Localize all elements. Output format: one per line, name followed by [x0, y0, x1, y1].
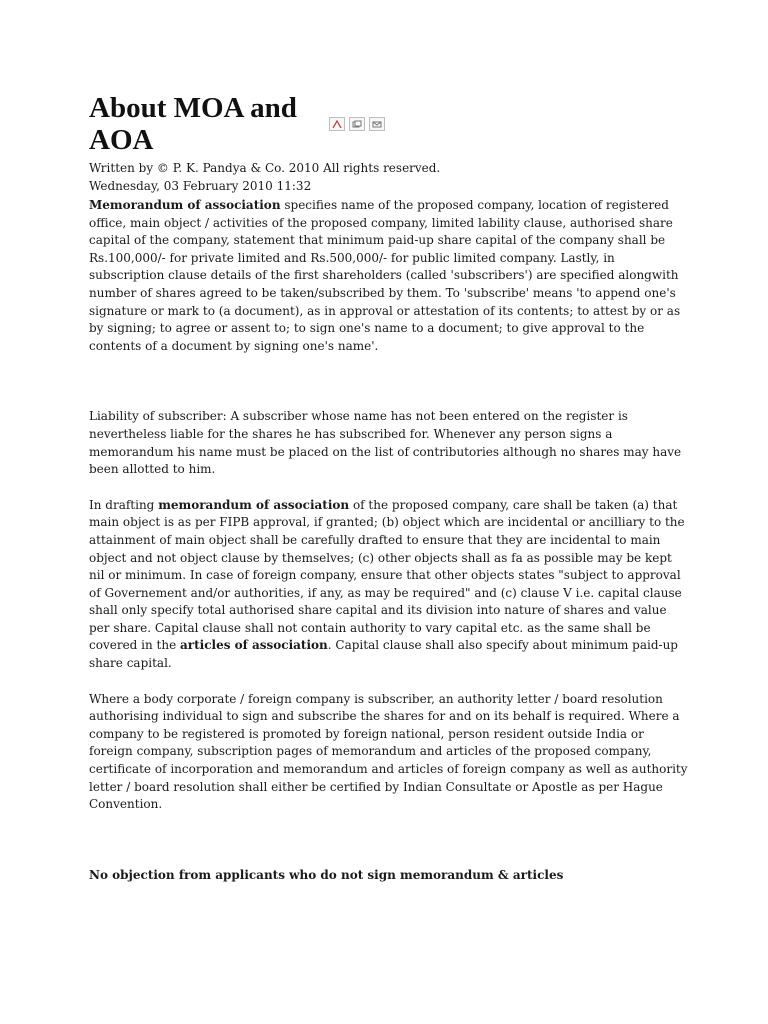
title-row [89, 92, 689, 156]
article [89, 92, 689, 884]
paragraph-text: of the proposed company, care shall be taken (a) that main object is as per FIPB approval, if granted; (b) object which are incidental or ancilliary to the attainment of main object shall be carefully drafted to ensure that they are incidental to main object and not object clause by themselves; (c) other objects shall as fa as possible may be kept nil or minimum. In case of foreign company, ensure that other objects states "subject to approval of Governement and/or authorities, if any, as may be required" and (c) clause V i.e. capital clause shall only specify total authorised share capital and its division into nature of shares and value per share. Capital clause shall not contain authority to vary capital etc. as the same shall be covered in the [89, 497, 685, 653]
pdf-icon[interactable] [329, 117, 345, 131]
article-tools [329, 117, 385, 131]
bold-term: Memorandum of association [89, 198, 281, 212]
bold-term: memorandum of association [158, 497, 350, 512]
print-icon[interactable] [349, 117, 365, 131]
email-icon[interactable] [369, 117, 385, 131]
date-line: Wednesday, 03 February 2010 11:32 [89, 179, 312, 193]
bold-term: articles of association [180, 638, 328, 653]
paragraph-text: . Capital clause shall also specify about minimum paid-up share capital. [89, 638, 678, 671]
page-title: About MOA and AOA [89, 92, 297, 156]
paragraph-text: In drafting [89, 497, 159, 512]
paragraph-text: specifies name of the proposed company, location of registered office, main object / activities of the proposed company, limited lability clause, authorised share capital of the company, statement that minimum paid-up share capital of the company shall be Rs.100,000/- for private limited and Rs.500,000/- for public limited company. Lastly, in subscription clause details of the first shareholders (called 'subscribers') are specified alongwith number of shares agreed to be taken/subscribed by them. To 'subscribe' means 'to append one's signature or mark to (a document), as in approval or attestation of its contents; to attest by or as by signing; to agree or assent to; to sign one's name to a document; to give approval to the contents of a document by signing one's name'. [89, 198, 681, 353]
paragraph-drafting [89, 497, 689, 673]
paragraph-memorandum [89, 197, 689, 355]
section-heading: No objection from applicants who do not sign memorandum & articles [89, 867, 564, 882]
author-line: Written by © P. K. Pandya & Co. 2010 All rights reserved. [89, 161, 441, 175]
paragraph-liability: Liability of subscriber: A subscriber whose name has not been entered on the register is nevertheless liable for the shares he has subscribed for. Whenever any person signs a memorandum his name must be placed on the list of contributories although no shares may have been allotted to him. [89, 409, 682, 477]
paragraph-body-corporate: Where a body corporate / foreign company is subscriber, an authority letter / board resolution authorising individual to sign and subscribe the shares for and on its behalf is required. Where a company to be registered is promoted by foreign national, person resident outside India or foreign company, subscription pages of memorandum and articles of the proposed company, certificate of incorporation and memorandum and articles of foreign company as well as authority letter / board resolution shall either be certified by Indian Consultate or Apostle as per Hague Convention. [89, 691, 688, 812]
